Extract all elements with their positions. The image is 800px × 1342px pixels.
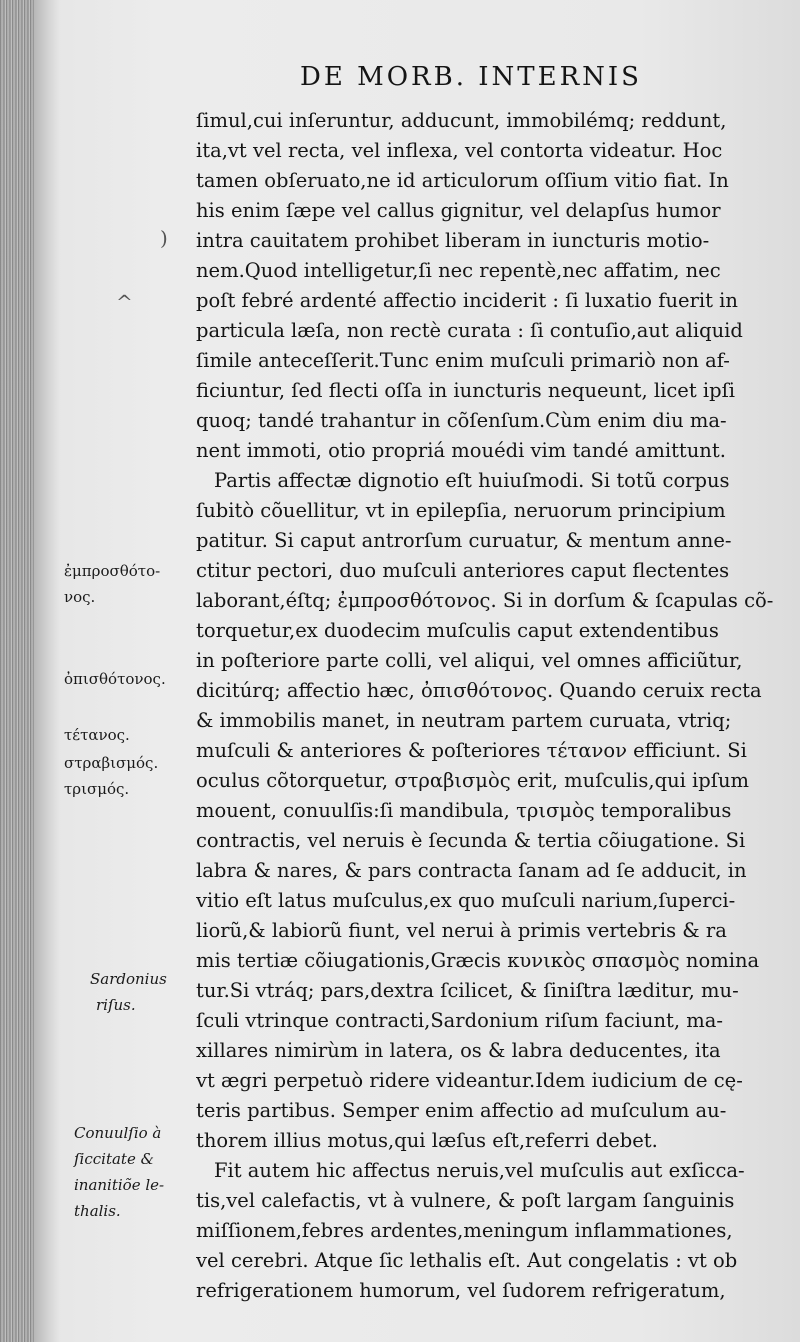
main-text-block (196, 106, 782, 1306)
text-line: ita,vt vel recta, vel inflexa, vel contorta videatur. Hoc (196, 139, 723, 162)
text-line: laborant,éſtq; ἐμπροσθότονος. Si in dorſum & ſcapulas cõ- (196, 589, 774, 612)
text-line: labra & nares, & pars contracta ſanam ad ſe adducit, in (196, 859, 747, 882)
text-line: muſculi & anteriores & poſteriores τέτανον efficiunt. Si (196, 739, 747, 762)
text-line: vitio eſt latus muſculus,ex quo muſculi narium,ſuperci- (196, 889, 736, 912)
text-line: his enim ſæpe vel callus gignitur, vel delapſus humor (196, 199, 721, 222)
text-line: poſt febré ardenté affectio inciderit : ſi luxatio fuerit in (196, 289, 738, 312)
margin-note-tetanos (64, 722, 130, 748)
text-line: oculus cõtorquetur, στραβισμὸς erit, muſculis,qui ipſum (196, 769, 750, 792)
margin-note-line: ἐμπροσθότο- (64, 562, 161, 580)
margin-note-line: τέτανος. (64, 726, 130, 744)
text-line: mouent, conuulſis:ſi mandibula, τρισμὸς temporalibus (196, 799, 732, 822)
text-line: ficiuntur, ſed flecti oſſa in iuncturis nequeunt, licet ipſi (196, 379, 736, 402)
margin-note-line: Sardonius (90, 970, 167, 988)
margin-note-line: thalis. (74, 1202, 121, 1220)
paragraph-start-line: Partis affectæ dignotio eſt huiuſmodi. Si totũ corpus (214, 469, 730, 492)
text-line: tamen obſeruato,ne id articulorum oſſium vitio fiat. In (196, 169, 729, 192)
text-line: tur.Si vtráq; pars,dextra ſcilicet, & ſiniſtra læditur, mu- (196, 979, 739, 1002)
text-line: mis tertiæ cõiugationis,Græcis κυνικὸς σπασμὸς nomina (196, 949, 760, 972)
text-line: teris partibus. Semper enim affectio ad muſculum au- (196, 1099, 727, 1122)
text-line: vel cerebri. Atque ſic lethalis eſt. Aut congelatis : vt ob (196, 1249, 738, 1272)
text-line: intra cauitatem prohibet liberam in iuncturis motio- (196, 229, 710, 252)
paragraph-start-line: Fit autem hic affectus neruis,vel muſculis aut exſicca- (214, 1159, 745, 1182)
text-line: nent immoti, otio propriá mouédi vim tandé amittunt. (196, 439, 726, 462)
text-line: quoq; tandé trahantur in cõſenſum.Cùm enim diu ma- (196, 409, 727, 432)
text-line: xillares nimirùm in latera, os & labra deducentes, ita (196, 1039, 721, 1062)
margin-note-sardonius (90, 966, 167, 1018)
margin-note-conuulsio (74, 1120, 164, 1224)
running-head: DE MORB. INTERNIS (300, 62, 642, 92)
text-line: ſubitò cõuellitur, vt in epilepſia, neruorum principium (196, 499, 726, 522)
text-line: ctitur pectori, duo muſculi anteriores caput flectentes (196, 559, 730, 582)
text-line: ſimul,cui inſeruntur, adducunt, immobilémq; reddunt, (196, 109, 727, 132)
margin-note-trismos (64, 776, 129, 802)
margin-note-line: ὀπισθότονος. (64, 670, 166, 688)
margin-note-line: στραβισμός. (64, 754, 159, 772)
text-line: & immobilis manet, in neutram partem curuata, vtriq; (196, 709, 732, 732)
text-line: patitur. Si caput antrorſum curuatur, & mentum anne- (196, 529, 732, 552)
book-spine-edge (0, 0, 34, 1342)
text-line: particula læſa, non rectè curata : ſi contuſio,aut aliquid (196, 319, 743, 342)
text-line: ſculi vtrinque contracti,Sardonium riſum faciunt, ma- (196, 1009, 723, 1032)
margin-note-emprosthotonos (64, 558, 160, 610)
text-line: dicitúrq; affectio hæc, ὀπισθότονος. Quando ceruix recta (196, 679, 762, 702)
text-line: refrigerationem humorum, vel ſudorem refrigeratum, (196, 1279, 726, 1302)
pencil-mark: ) (160, 226, 168, 250)
gutter-shadow (34, 0, 60, 1342)
margin-note-line: ſiccitate & (74, 1150, 154, 1168)
margin-note-line: Conuulſio à (74, 1124, 162, 1142)
margin-note-line: riſus. (96, 996, 136, 1014)
text-line: in poſteriore parte colli, vel aliqui, vel omnes afficiũtur, (196, 649, 743, 672)
text-line: ſimile anteceſſerit.Tunc enim muſculi primariò non af- (196, 349, 730, 372)
margin-note-opisthotonos (64, 666, 166, 692)
margin-note-line: τρισμός. (64, 780, 130, 798)
text-line: liorũ,& labiorũ fiunt, vel nerui à primis vertebris & ra (196, 919, 727, 942)
text-line: contractis, vel neruis è ſecunda & tertia cõiugatione. Si (196, 829, 746, 852)
text-line: vt ægri perpetuò ridere videantur.Idem iudicium de cę- (196, 1069, 743, 1092)
text-line: torquetur,ex duodecim muſculis caput extendentibus (196, 619, 719, 642)
margin-note-line: inanitiõe le- (74, 1176, 165, 1194)
text-line: nem.Quod intelligetur,ſi nec repentè,nec affatim, nec (196, 259, 721, 282)
margin-note-strabismos (64, 750, 158, 776)
text-line: tis,vel calefactis, vt à vulnere, & poſt largam ſanguinis (196, 1189, 735, 1212)
text-line: thorem illius motus,qui læſus eſt,referri debet. (196, 1129, 658, 1152)
pencil-mark: ^ (116, 290, 133, 314)
text-line: miſſionem,febres ardentes,meningum inflammationes, (196, 1219, 733, 1242)
margin-note-line: νος. (64, 588, 96, 606)
